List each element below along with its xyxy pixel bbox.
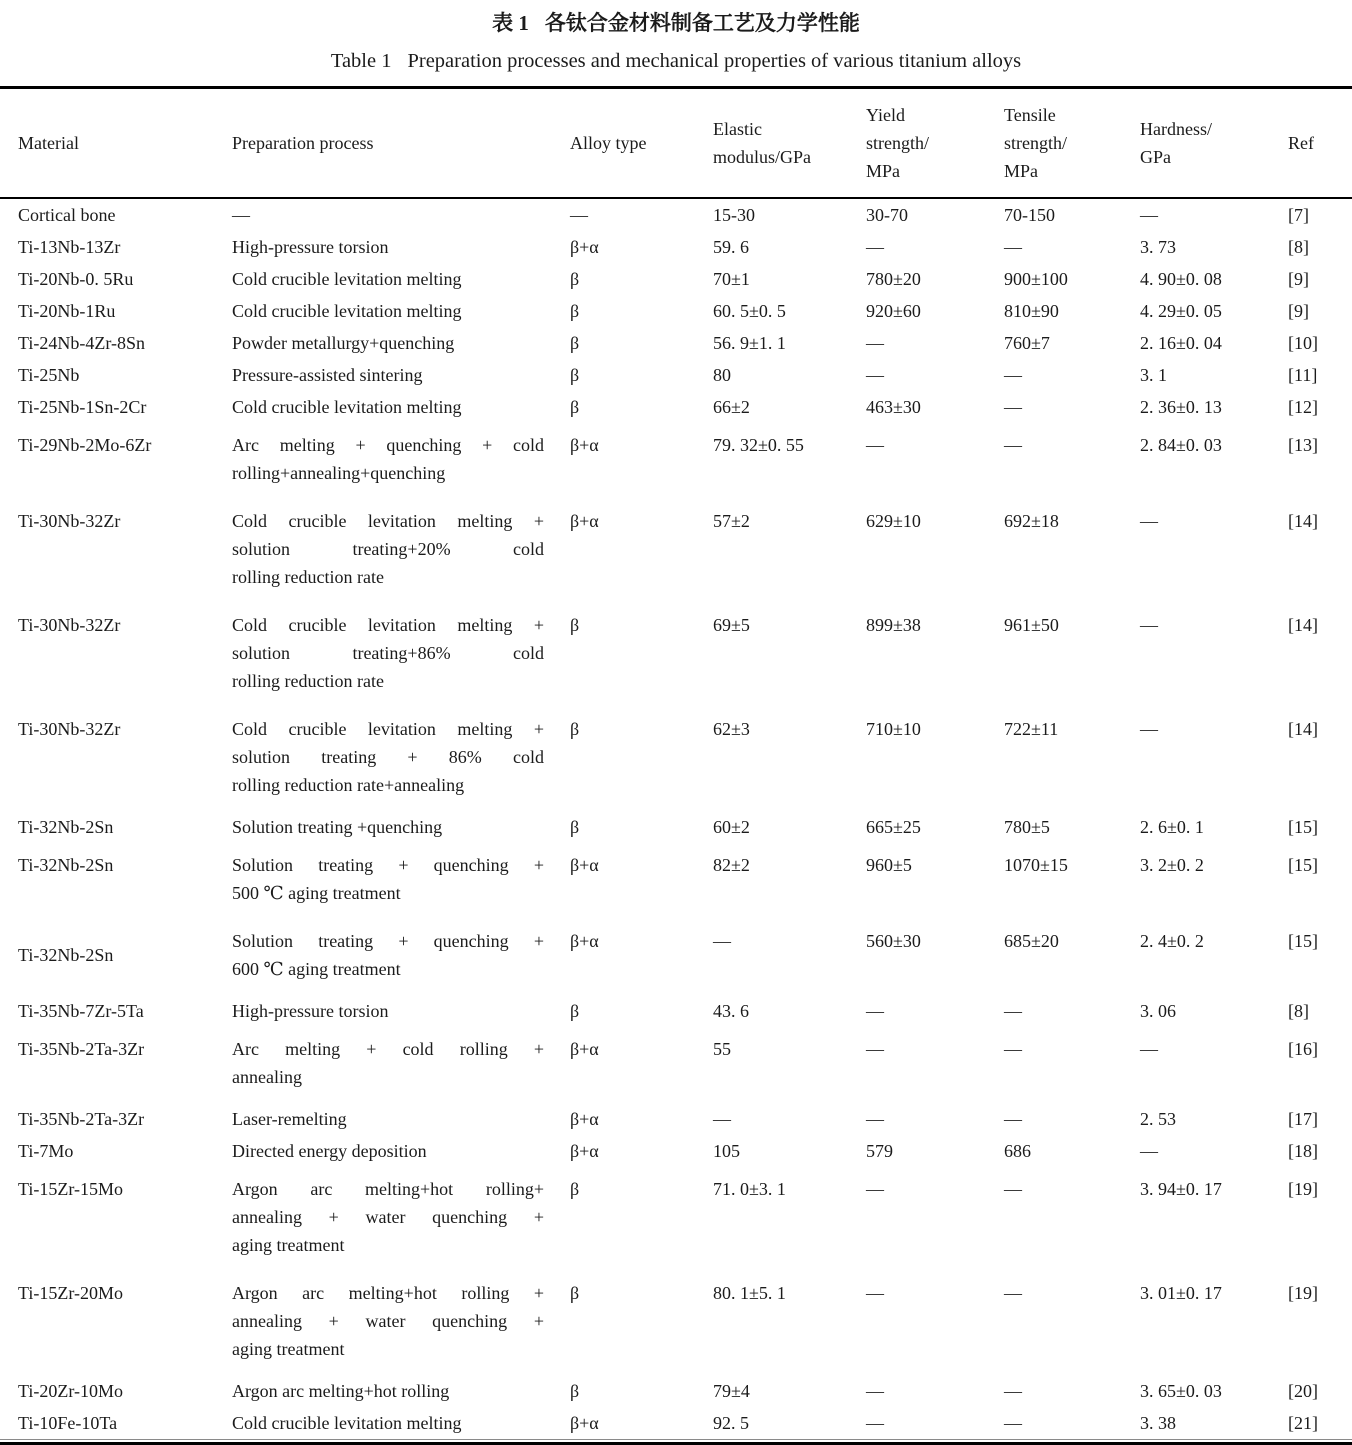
table-row [0,359,1352,391]
cell-ref: [16] [1288,1039,1318,1059]
cell-ref: [20] [1288,1381,1318,1401]
cell-yield: — [866,1283,884,1303]
process-line: rolling reduction rate [232,671,384,691]
cell-hardness: 3. 2±0. 2 [1140,855,1204,875]
cell-alloy: β [570,1381,580,1401]
cell-ref: [15] [1288,817,1318,837]
cell-material: Ti-24Nb-4Zr-8Sn [18,333,145,353]
cell-material: Ti-35Nb-2Ta-3Zr [18,1039,145,1059]
table-row [0,1103,1352,1135]
table-row [0,603,1352,707]
cell-process [214,603,552,707]
cell-alloy: β+α [570,855,599,875]
cell-hardness: 4. 29±0. 05 [1140,301,1222,321]
cell-tensile: 760±7 [1004,333,1050,353]
cell-material: Cortical bone [18,205,116,225]
cell-yield: — [866,365,884,385]
cell-yield: 30-70 [866,205,908,225]
cell-hardness: 3. 65±0. 03 [1140,1381,1222,1401]
cell-elastic: 56. 9±1. 1 [713,333,786,353]
cell-material: Ti-30Nb-32Zr [18,719,121,739]
cell-material: Ti-20Zr-10Mo [18,1381,123,1401]
table-number-en: Table 1 [330,50,392,72]
cell-hardness: 2. 53 [1140,1109,1176,1129]
cell-alloy: β [570,269,580,289]
cell-tensile: 686 [1004,1141,1031,1161]
cell-process: Laser-remelting [232,1109,347,1129]
cell-yield: — [866,435,884,455]
cell-process [214,1027,552,1103]
cell-hardness: 2. 6±0. 1 [1140,817,1204,837]
table-row [0,707,1352,811]
cell-ref: [19] [1288,1179,1318,1199]
cell-ref: [9] [1288,301,1309,321]
cell-process [214,1167,552,1271]
cell-yield: 899±38 [866,615,921,635]
cell-hardness: 3. 01±0. 17 [1140,1283,1222,1303]
cell-elastic: 60±2 [713,817,750,837]
cell-material: Ti-32Nb-2Sn [18,817,114,837]
cell-elastic: 60. 5±0. 5 [713,301,786,321]
cell-process: Cold crucible levitation melting [232,397,462,417]
cell-elastic: 80 [713,365,731,385]
cell-alloy: β [570,1283,580,1303]
cell-process: High-pressure torsion [232,1001,389,1021]
cell-alloy: β+α [570,511,599,531]
cell-yield: — [866,1179,884,1199]
cell-alloy: β [570,333,580,353]
cell-hardness: — [1140,205,1158,225]
process-line: 500 ℃ aging treatment [232,883,401,903]
properties-table [0,86,1352,1439]
cell-yield: 560±30 [866,931,921,951]
cell-yield: — [866,1109,884,1129]
table-body [0,198,1352,1439]
col-header-yield: Yield strength/ MPa [848,88,986,199]
cell-yield: 463±30 [866,397,921,417]
cell-material: Ti-20Nb-1Ru [18,301,116,321]
table-number-zh: 表 1 [492,11,529,35]
cell-tensile: — [1004,237,1022,257]
cell-hardness: 4. 90±0. 08 [1140,269,1222,289]
cell-tensile: 810±90 [1004,301,1059,321]
cell-tensile: 900±100 [1004,269,1068,289]
cell-hardness: — [1140,615,1158,635]
cell-ref: [14] [1288,511,1318,531]
cell-ref: [13] [1288,435,1318,455]
col-header-elastic: Elastic modulus/GPa [695,88,848,199]
cell-yield: — [866,333,884,353]
process-line: rolling reduction rate [232,567,384,587]
cell-process [214,1271,552,1375]
cell-alloy: β [570,397,580,417]
cell-hardness: — [1140,1039,1158,1059]
process-line: annealing [232,1067,302,1087]
cell-material: Ti-7Mo [18,1141,74,1161]
table-row [0,843,1352,919]
cell-tensile: — [1004,397,1022,417]
cell-material: Ti-15Zr-20Mo [18,1283,123,1303]
cell-yield: 920±60 [866,301,921,321]
cell-hardness: — [1140,511,1158,531]
cell-elastic: 79±4 [713,1381,750,1401]
cell-tensile: — [1004,365,1022,385]
process-line: Arc melting + quenching + cold [232,435,544,455]
cell-ref: [18] [1288,1141,1318,1161]
cell-process: Solution treating +quenching [232,817,443,837]
cell-alloy: β [570,1179,580,1199]
cell-yield: — [866,237,884,257]
table-row [0,295,1352,327]
table-row [0,1271,1352,1375]
cell-hardness: 2. 16±0. 04 [1140,333,1222,353]
cell-material: Ti-25Nb [18,365,80,385]
cell-tensile: — [1004,1381,1022,1401]
cell-alloy: β+α [570,435,599,455]
cell-material: Ti-32Nb-2Sn [18,945,114,965]
table-title-zh [0,8,1352,38]
cell-hardness: 2. 36±0. 13 [1140,397,1222,417]
cell-alloy: β+α [570,1141,599,1161]
table-row [0,1167,1352,1271]
cell-process: Cold crucible levitation melting [232,301,462,321]
cell-ref: [15] [1288,855,1318,875]
cell-yield: 629±10 [866,511,921,531]
cell-hardness: 3. 94±0. 17 [1140,1179,1222,1199]
cell-alloy: β [570,365,580,385]
cell-alloy: β [570,817,580,837]
cell-alloy: β [570,615,580,635]
table-row [0,499,1352,603]
cell-elastic: 79. 32±0. 55 [713,435,804,455]
col-header-alloy: Alloy type [552,88,695,199]
cell-yield: 665±25 [866,817,921,837]
cell-process: — [232,205,250,225]
cell-alloy: β+α [570,1039,599,1059]
cell-elastic: 69±5 [713,615,750,635]
cell-yield: 960±5 [866,855,912,875]
cell-tensile: 1070±15 [1004,855,1068,875]
cell-material: Ti-29Nb-2Mo-6Zr [18,435,152,455]
cell-elastic: — [713,1109,731,1129]
col-header-process: Preparation process [214,88,552,199]
col-header-material: Material [0,88,214,199]
cell-ref: [10] [1288,333,1318,353]
cell-hardness: 2. 84±0. 03 [1140,435,1222,455]
cell-process: Directed energy deposition [232,1141,427,1161]
table-row [0,811,1352,843]
cell-material: Ti-35Nb-2Ta-3Zr [18,1109,145,1129]
cell-alloy: β+α [570,1413,599,1433]
cell-tensile: 692±18 [1004,511,1059,531]
cell-material: Ti-10Fe-10Ta [18,1413,118,1433]
cell-yield: 710±10 [866,719,921,739]
cell-tensile: — [1004,1109,1022,1129]
cell-elastic: — [713,931,731,951]
cell-material: Ti-20Nb-0. 5Ru [18,269,134,289]
table-row [0,919,1352,995]
cell-tensile: — [1004,1039,1022,1059]
process-line: rolling+annealing+quenching [232,463,446,483]
table-title-en [0,46,1352,76]
cell-process [214,919,552,995]
header-row [0,88,1352,199]
cell-elastic: 71. 0±3. 1 [713,1179,786,1199]
process-line: annealing + water quenching + [232,1207,544,1227]
cell-alloy: β [570,301,580,321]
cell-elastic: 62±3 [713,719,750,739]
process-line: solution treating+20% cold [232,539,544,559]
cell-yield: — [866,1039,884,1059]
cell-elastic: 55 [713,1039,731,1059]
process-line: Arc melting + cold rolling + [232,1039,544,1059]
process-line: Cold crucible levitation melting + [232,615,544,635]
cell-tensile: — [1004,1179,1022,1199]
table-caption-zh: 各钛合金材料制备工艺及力学性能 [544,11,860,35]
cell-tensile: — [1004,435,1022,455]
table-row [0,391,1352,423]
process-line: Argon arc melting+hot rolling+ [232,1179,544,1199]
process-line: Argon arc melting+hot rolling + [232,1283,544,1303]
cell-process: Powder metallurgy+quenching [232,333,455,353]
cell-ref: [15] [1288,931,1318,951]
cell-elastic: 57±2 [713,511,750,531]
cell-material: Ti-13Nb-13Zr [18,237,121,257]
cell-tensile: 70-150 [1004,205,1055,225]
cell-yield: 780±20 [866,269,921,289]
table-row [0,995,1352,1027]
cell-elastic: 80. 1±5. 1 [713,1283,786,1303]
bottom-rule-thin [0,1439,1352,1440]
cell-elastic: 105 [713,1141,740,1161]
cell-material: Ti-30Nb-32Zr [18,615,121,635]
cell-hardness: 3. 73 [1140,237,1176,257]
cell-process [214,499,552,603]
cell-ref: [8] [1288,1001,1309,1021]
cell-material: Ti-35Nb-7Zr-5Ta [18,1001,144,1021]
cell-ref: [14] [1288,719,1318,739]
table-row [0,231,1352,263]
cell-ref: [7] [1288,205,1309,225]
cell-process [214,707,552,811]
cell-elastic: 92. 5 [713,1413,749,1433]
col-header-tensile: Tensile strength/ MPa [986,88,1122,199]
cell-material: Ti-30Nb-32Zr [18,511,121,531]
table-row [0,327,1352,359]
table-row [0,263,1352,295]
cell-tensile: 685±20 [1004,931,1059,951]
cell-tensile: — [1004,1001,1022,1021]
cell-alloy: β+α [570,931,599,951]
col-header-hardness: Hardness/ GPa [1122,88,1270,199]
process-line: rolling reduction rate+annealing [232,775,465,795]
cell-elastic: 15-30 [713,205,755,225]
cell-elastic: 43. 6 [713,1001,749,1021]
process-line: Solution treating + quenching + [232,855,544,875]
cell-alloy: β [570,719,580,739]
cell-material: Ti-15Zr-15Mo [18,1179,123,1199]
cell-yield: 579 [866,1141,893,1161]
process-line: Cold crucible levitation melting + [232,511,544,531]
process-line: aging treatment [232,1235,345,1255]
cell-ref: [14] [1288,615,1318,635]
cell-alloy: β+α [570,1109,599,1129]
cell-ref: [12] [1288,397,1318,417]
cell-process: Pressure-assisted sintering [232,365,423,385]
process-line: Cold crucible levitation melting + [232,719,544,739]
cell-elastic: 70±1 [713,269,750,289]
cell-material: Ti-32Nb-2Sn [18,855,114,875]
cell-yield: — [866,1381,884,1401]
cell-ref: [21] [1288,1413,1318,1433]
cell-material: Ti-25Nb-1Sn-2Cr [18,397,147,417]
cell-process: Cold crucible levitation melting [232,269,462,289]
cell-alloy: — [570,205,588,225]
cell-alloy: β+α [570,237,599,257]
cell-ref: [17] [1288,1109,1318,1129]
cell-hardness: — [1140,1141,1158,1161]
cell-tensile: 722±11 [1004,719,1059,739]
cell-hardness: 2. 4±0. 2 [1140,931,1204,951]
table-row [0,1375,1352,1407]
cell-process: Cold crucible levitation melting [232,1413,462,1433]
table-row [0,1135,1352,1167]
cell-tensile: 961±50 [1004,615,1059,635]
cell-tensile: 780±5 [1004,817,1050,837]
cell-yield: — [866,1001,884,1021]
cell-ref: [9] [1288,269,1309,289]
cell-process [214,423,552,499]
table-row [0,423,1352,499]
cell-hardness: — [1140,719,1158,739]
cell-ref: [8] [1288,237,1309,257]
cell-yield: — [866,1413,884,1433]
table-row [0,198,1352,231]
cell-process: Argon arc melting+hot rolling [232,1381,450,1401]
table-row [0,1027,1352,1103]
process-line: solution treating+86% cold [232,643,544,663]
cell-elastic: 82±2 [713,855,750,875]
table-row [0,1407,1352,1439]
process-line: 600 ℃ aging treatment [232,959,401,979]
process-line: annealing + water quenching + [232,1311,544,1331]
cell-tensile: — [1004,1283,1022,1303]
process-line: aging treatment [232,1339,345,1359]
process-line: Solution treating + quenching + [232,931,544,951]
cell-elastic: 66±2 [713,397,750,417]
cell-process [214,843,552,919]
cell-hardness: 3. 1 [1140,365,1167,385]
cell-elastic: 59. 6 [713,237,749,257]
cell-ref: [11] [1288,365,1318,385]
cell-process: High-pressure torsion [232,237,389,257]
cell-hardness: 3. 38 [1140,1413,1176,1433]
cell-ref: [19] [1288,1283,1318,1303]
table-caption-en: Preparation processes and mechanical properties of various titanium alloys [407,50,1022,72]
cell-tensile: — [1004,1413,1022,1433]
process-line: solution treating + 86% cold [232,747,544,767]
cell-hardness: 3. 06 [1140,1001,1176,1021]
cell-alloy: β [570,1001,580,1021]
col-header-ref: Ref [1270,88,1352,199]
